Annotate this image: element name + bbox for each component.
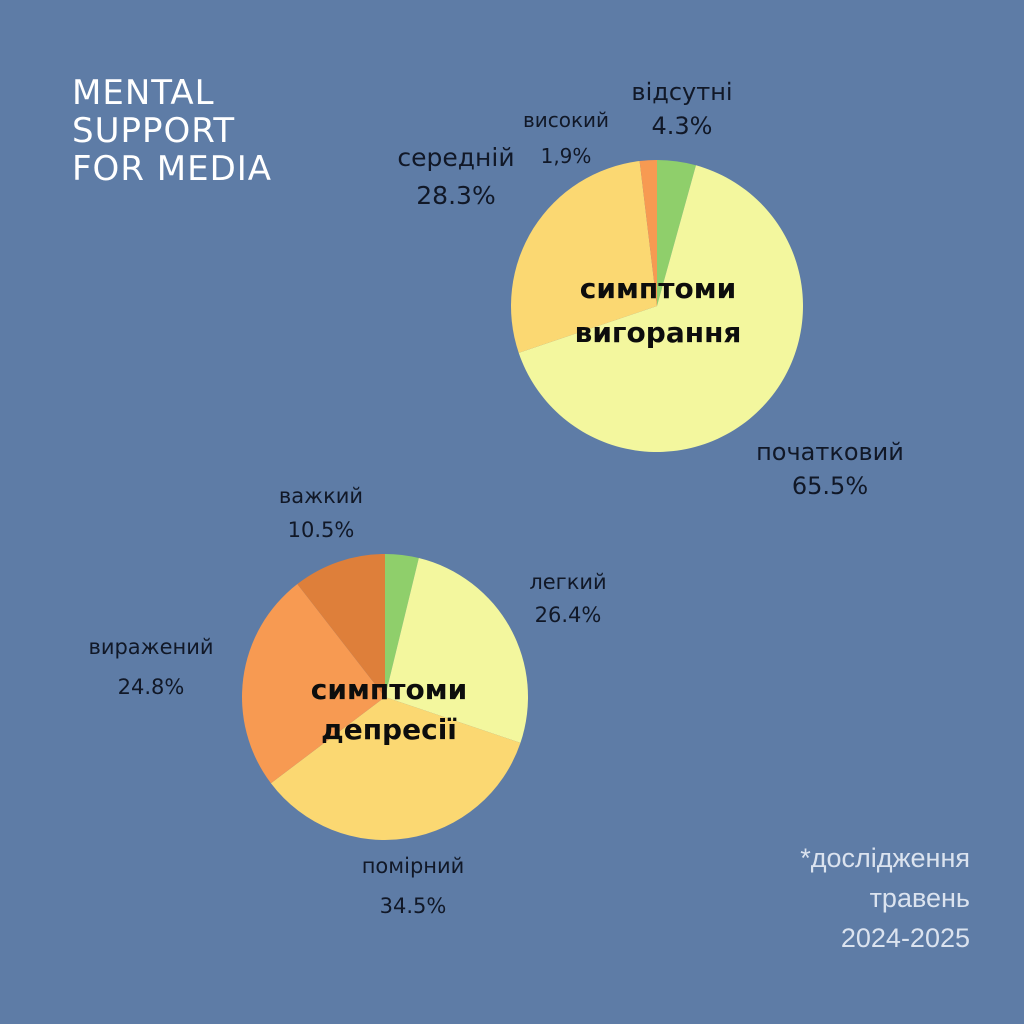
slice-label: помірний <box>361 854 465 878</box>
slice-label: легкий <box>529 570 607 594</box>
slice-value-label: 4.3% <box>651 112 713 140</box>
chart-center-label: симптоми <box>579 272 737 305</box>
slice-value-label: 28.3% <box>416 181 496 210</box>
slice-value-label: 34.5% <box>379 894 447 918</box>
slice-label: відсутні <box>631 78 733 106</box>
chart-center-label: вигорання <box>574 316 742 349</box>
brand-line: SUPPORT <box>72 111 236 151</box>
brand-line: MENTAL <box>72 73 215 113</box>
slice-label: високий <box>522 108 610 132</box>
chart-center-label: депресії <box>321 713 457 746</box>
slice-label: виражений <box>88 635 214 659</box>
slice-label: початковий <box>756 438 904 466</box>
slice-label: важкий <box>278 484 364 508</box>
slice-value-label: 1,9% <box>540 144 592 168</box>
brand-line: FOR MEDIA <box>72 149 273 189</box>
note-line: травень <box>869 883 970 913</box>
slice-value-label: 65.5% <box>791 472 869 500</box>
pie-chart-depression <box>88 484 606 918</box>
chart-center-label: симптоми <box>310 673 468 706</box>
slice-value-label: 10.5% <box>287 518 355 542</box>
pie-chart-burnout <box>397 78 903 500</box>
note-line: *дослідження <box>800 843 970 873</box>
research-note <box>800 838 970 958</box>
slice-label: середній <box>397 143 515 172</box>
note-line: 2024-2025 <box>840 923 970 953</box>
slice-value-label: 26.4% <box>534 603 602 627</box>
slice-value-label: 24.8% <box>117 675 185 699</box>
